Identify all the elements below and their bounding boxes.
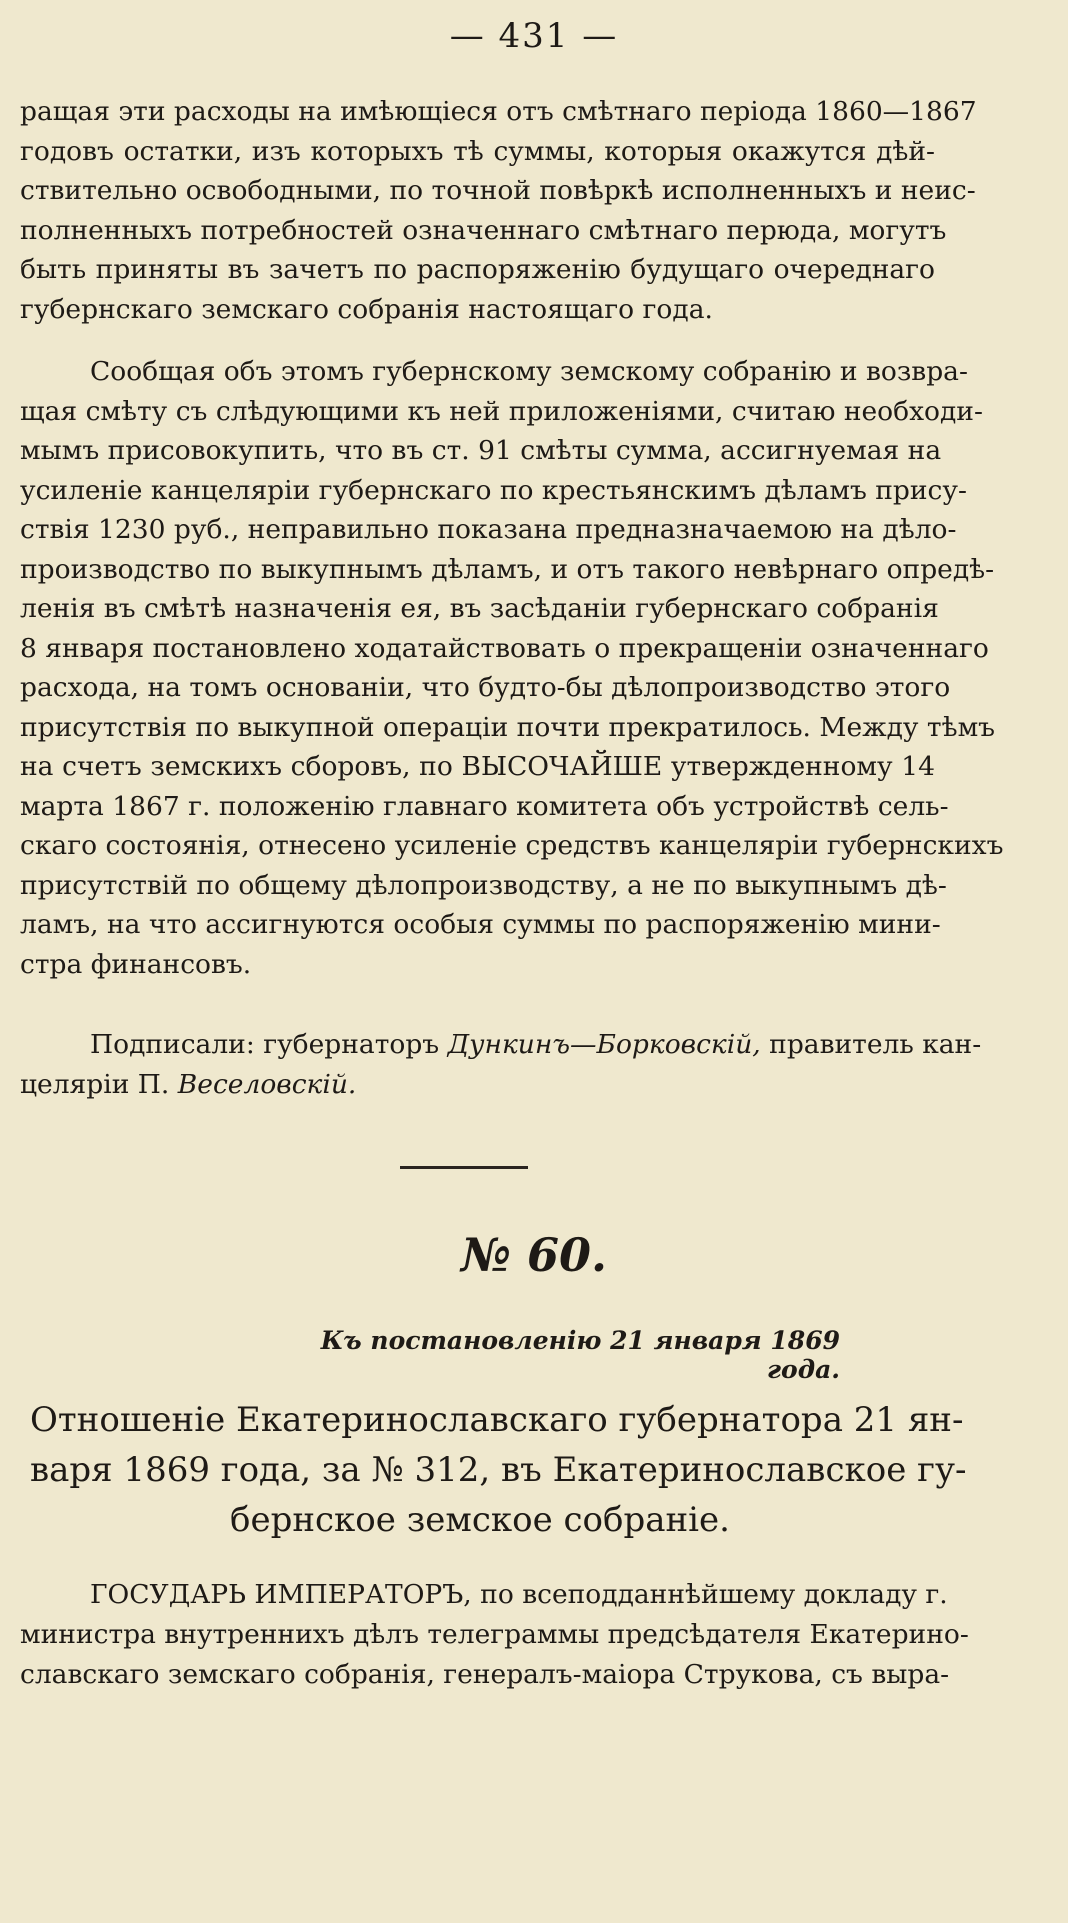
section-divider xyxy=(400,1166,528,1169)
signature-line-2 xyxy=(20,1065,935,1105)
text-line: славскаго земскаго собранія, генералъ-маіора Струкова, съ выра- xyxy=(20,1659,950,1690)
text-line: полненныхъ потребностей означеннаго смѣтнаго перюда, могутъ xyxy=(20,214,947,246)
signature-middle: правитель кан- xyxy=(769,1029,982,1060)
text-line: расхода, на томъ основаніи, что будто-бы дѣлопроизводство этого xyxy=(20,672,951,703)
text-line: быть приняты въ зачетъ по распоряженію будущаго очереднаго xyxy=(20,254,935,285)
text-line: присутствій по общему дѣлопроизводству, а не по выкупнымъ дѣ- xyxy=(20,869,947,901)
document-number: № 60. xyxy=(460,1228,608,1282)
text-line: ствительно освободными, по точной повѣркѣ исполненныхъ и неис- xyxy=(20,175,976,206)
text-line: щая смѣту съ слѣдующими къ ней приложеніями, считаю необходи- xyxy=(20,395,983,427)
resolution-reference: Къ постановленію 21 января 1869 года. xyxy=(320,1326,840,1384)
text-line: ламъ, на что ассигнуются особыя суммы по распоряженію мини- xyxy=(20,909,941,940)
text-line: стра финансовъ. xyxy=(20,948,252,980)
signature-block xyxy=(20,1025,982,1105)
heading-line: Отношеніе Екатеринославскаго губернатора 21 ян- xyxy=(30,1400,964,1440)
text-line: ленія въ смѣтѣ назначенія ея, въ засѣданіи губернскаго собранія xyxy=(20,593,939,624)
text-line: ствія 1230 руб., неправильно показана предназначаемою на дѣло- xyxy=(20,514,957,545)
text-line: мымъ присовокупить, что въ ст. 91 смѣты сумма, ассигнуемая на xyxy=(20,435,942,466)
text-line: ращая эти расходы на имѣющіеся отъ смѣтнаго періода 1860—1867 xyxy=(20,96,977,127)
text-line: марта 1867 г. положенію главнаго комитета объ устройствѣ сель- xyxy=(20,790,949,822)
text-line: ГОСУДАРЬ ИМПЕРАТОРЪ, по всеподданнѣйшему докладу г. xyxy=(90,1579,948,1610)
heading-line: варя 1869 года, за № 312, въ Екатеринославское гу- xyxy=(30,1450,967,1490)
text-line: усиленіе канцеляріи губернскаго по крестьянскимъ дѣламъ прису- xyxy=(20,474,967,506)
document-heading xyxy=(30,1395,967,1545)
paragraph-continuation xyxy=(20,92,977,329)
heading-line: бернское земское собраніе. xyxy=(230,1500,730,1540)
page-number: — 431 — xyxy=(449,16,619,56)
text-line: Сообщая объ этомъ губернскому земскому собранію и возвра- xyxy=(90,356,968,387)
text-line: присутствія по выкупной операціи почти прекратилось. Между тѣмъ xyxy=(20,711,996,743)
text-line: годовъ остатки, изъ которыхъ тѣ суммы, которыя окажутся дѣй- xyxy=(20,135,935,167)
signature-line2-prefix: целяріи П. xyxy=(20,1069,170,1100)
signature-line-1 xyxy=(20,1025,982,1065)
signature-prefix: Подписали: губернаторъ xyxy=(90,1029,440,1060)
text-line: производство по выкупнымъ дѣламъ, и отъ такого невѣрнаго опредѣ- xyxy=(20,553,995,585)
secretary-name: Веселовскій. xyxy=(177,1069,357,1100)
governor-name: Дункинъ—Борковскій, xyxy=(447,1029,761,1060)
paragraph-imperial xyxy=(20,1575,969,1695)
paragraph-main xyxy=(20,352,1004,984)
text-line: министра внутреннихъ дѣлъ телеграммы предсѣдателя Екатерино- xyxy=(20,1619,969,1650)
text-line: 8 января постановлено ходатайствовать о прекращеніи означеннаго xyxy=(20,632,989,664)
text-line: скаго состоянія, отнесено усиленіе средствъ канцеляріи губернскихъ xyxy=(20,830,1004,861)
text-line: на счетъ земскихъ сборовъ, по ВЫСОЧАЙШЕ утвержденному 14 xyxy=(20,751,935,782)
text-line: губернскаго земскаго собранія настоящаго года. xyxy=(20,293,713,325)
